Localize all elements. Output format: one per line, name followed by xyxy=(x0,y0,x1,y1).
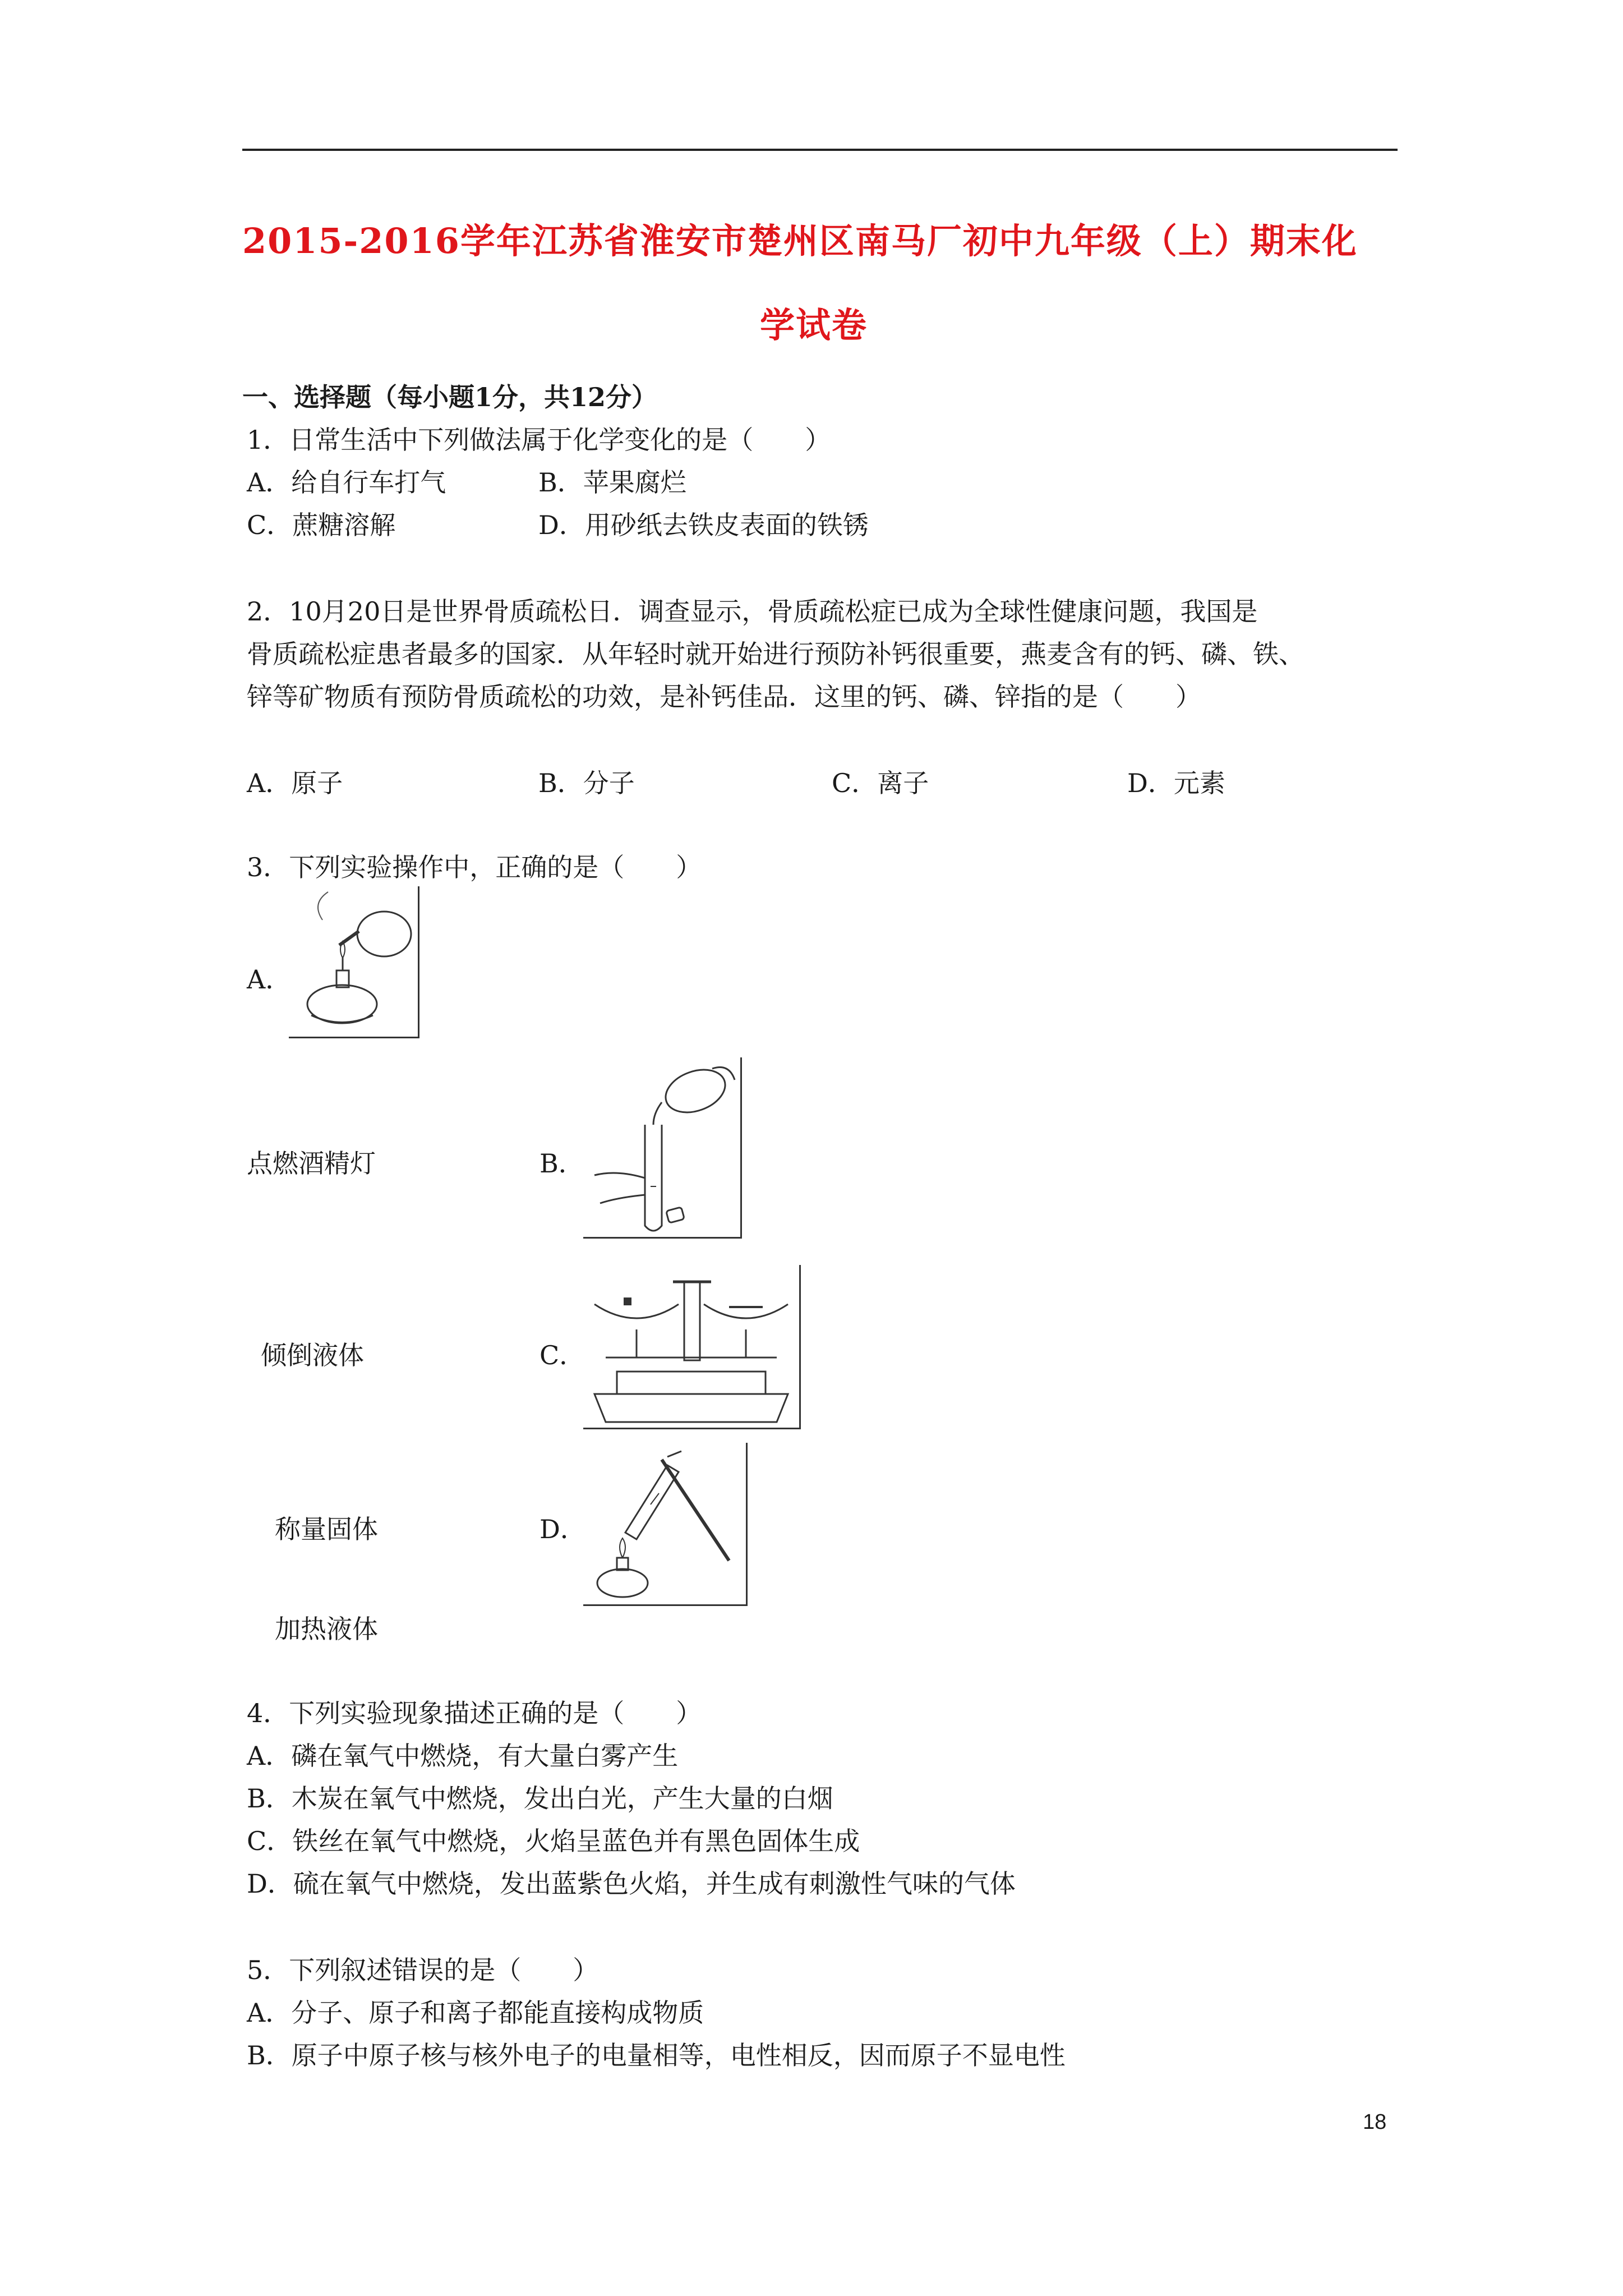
q3-option-c-label: C． xyxy=(540,1340,585,1370)
q5-option-a: A．分子、原子和离子都能直接构成物质 xyxy=(247,1998,704,2028)
q2-stem-line-1: 2．10月20日是世界骨质疏松日．调查显示，骨质疏松症已成为全球性健康问题，我国是 xyxy=(247,596,1258,627)
q4-option-a: A．磷在氧气中燃烧，有大量白雾产生 xyxy=(247,1741,679,1771)
q2-option-d: D．元素 xyxy=(1127,768,1225,798)
q2-option-a: A．原子 xyxy=(247,768,343,798)
q3-option-a-label: A． xyxy=(247,964,292,995)
q3-option-b-label: B． xyxy=(540,1148,584,1179)
q4-option-b: B．木炭在氧气中燃烧，发出白光，产生大量的白烟 xyxy=(247,1783,833,1814)
lighting-lamp-illustration xyxy=(289,886,418,1037)
header-rule xyxy=(242,149,1398,151)
pouring-liquid-figure xyxy=(583,1057,742,1239)
balance-scale-illustration xyxy=(583,1265,799,1428)
q4-stem: 4．下列实验现象描述正确的是（ ） xyxy=(247,1698,702,1728)
section-heading: 一、选择题（每小题1分，共12分） xyxy=(242,382,658,412)
heating-liquid-illustration xyxy=(583,1443,746,1604)
q2-option-b: B．分子 xyxy=(538,768,635,798)
q2-stem-line-2: 骨质疏松症患者最多的国家．从年轻时就开始进行预防补钙很重要，燕麦含有的钙、磷、铁、 xyxy=(247,639,1304,669)
q4-option-d: D．硫在氧气中燃烧，发出蓝紫色火焰，并生成有刺激性气味的气体 xyxy=(247,1869,1016,1899)
q3-option-d-label: D． xyxy=(540,1514,586,1544)
q3-option-d-caption: 加热液体 xyxy=(275,1614,378,1644)
weighing-solid-figure xyxy=(583,1265,801,1429)
page-number: 18 xyxy=(1363,2110,1387,2134)
q5-stem: 5．下列叙述错误的是（ ） xyxy=(247,1955,599,1985)
q5-option-b: B．原子中原子核与核外电子的电量相等，电性相反，因而原子不显电性 xyxy=(247,2040,1066,2070)
q1-option-a: A．给自行车打气 xyxy=(247,467,446,498)
page-title-line-2: 学试卷 xyxy=(760,305,868,346)
page-title-line-1: 2015-2016学年江苏省淮安市楚州区南马厂初中九年级（上）期末化 xyxy=(242,220,1358,261)
q4-option-c: C．铁丝在氧气中燃烧，火焰呈蓝色并有黑色固体生成 xyxy=(247,1826,860,1856)
q2-stem-line-3: 锌等矿物质有预防骨质疏松的功效，是补钙佳品．这里的钙、磷、锌指的是（ ） xyxy=(247,682,1201,712)
q1-option-d: D．用砂纸去铁皮表面的铁锈 xyxy=(538,510,869,540)
q3-option-a-caption: 点燃酒精灯 xyxy=(247,1148,376,1179)
alcohol-lamp-lighting-figure xyxy=(289,886,419,1038)
heating-liquid-figure xyxy=(583,1443,748,1606)
pouring-liquid-illustration xyxy=(583,1057,740,1237)
q2-option-c: C．离子 xyxy=(832,768,929,798)
q1-option-c: C．蔗糖溶解 xyxy=(247,510,396,540)
q1-option-b: B．苹果腐烂 xyxy=(538,467,686,498)
q3-option-c-caption: 称量固体 xyxy=(275,1514,378,1544)
q1-stem: 1．日常生活中下列做法属于化学变化的是（ ） xyxy=(247,425,831,455)
q3-option-b-caption: 倾倒液体 xyxy=(261,1340,364,1370)
q3-stem: 3．下列实验操作中，正确的是（ ） xyxy=(247,852,702,882)
